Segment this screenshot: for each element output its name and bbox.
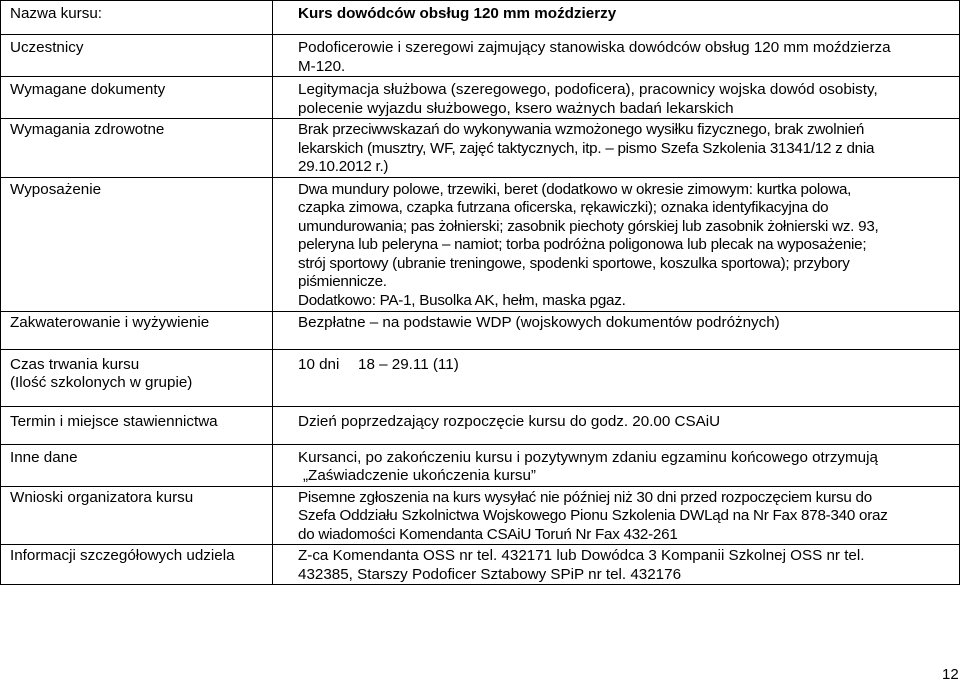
duration-days: 10 dni xyxy=(298,355,340,373)
table-row xyxy=(1,349,960,406)
table-row xyxy=(1,545,960,585)
documents-value xyxy=(273,77,960,119)
row-label-other xyxy=(1,444,273,486)
contact-value xyxy=(273,545,960,585)
value-line: lekarskich (musztry, WF, zajęć taktycznych, itp. – pismo Szefa Szkolenia 31341/12 z dnia xyxy=(298,139,875,157)
table-row xyxy=(1,1,960,35)
course-dates: 18 – 29.11 (11) xyxy=(358,355,459,373)
value-line: 432385, Starszy Podoficer Sztabowy SPiP nr tel. 432176 xyxy=(298,565,682,583)
table-row xyxy=(1,486,960,545)
value-line: Bezpłatne – na podstawie WDP (wojskowych dokumentów podróżnych) xyxy=(298,313,780,331)
duration-value xyxy=(273,349,960,406)
row-label-course-name xyxy=(1,1,273,35)
label-text: Zakwaterowanie i wyżywienie xyxy=(10,313,210,331)
row-label-health xyxy=(1,119,273,178)
accommodation-value xyxy=(273,311,960,349)
value-line: Pisemne zgłoszenia na kurs wysyłać nie później niż 30 dni przed rozpoczęciem kursu do xyxy=(298,488,872,506)
value-line: Z-ca Komendanta OSS nr tel. 432171 lub Dowódca 3 Kompanii Szkolnej OSS nr tel. xyxy=(298,547,865,564)
value-line: „Zaświadczenie ukończenia kursu” xyxy=(303,467,536,484)
participants-value xyxy=(273,35,960,77)
start-value xyxy=(273,406,960,444)
row-label-contact xyxy=(1,545,273,585)
course-name-value xyxy=(273,1,960,35)
applications-value xyxy=(273,486,960,545)
value-line: Brak przeciwwskazań do wykonywania wzmożonego wysiłku fizycznego, brak zwolnień xyxy=(298,121,865,138)
value-line: Kursanci, po zakończeniu kursu i pozytywnym zdaniu egzaminu końcowego otrzymują xyxy=(298,448,878,466)
label-text: Wyposażenie xyxy=(10,180,102,198)
table-row xyxy=(1,177,960,311)
row-label-participants xyxy=(1,35,273,77)
label-text: Wnioski organizatora kursu xyxy=(10,488,194,506)
table-row xyxy=(1,35,960,77)
table-row xyxy=(1,119,960,178)
value-line: M-120. xyxy=(298,57,346,75)
label-text: Informacji szczegółowych udziela xyxy=(10,547,235,564)
row-label-equipment xyxy=(1,177,273,311)
row-label-accommodation xyxy=(1,311,273,349)
row-label-documents xyxy=(1,77,273,119)
value-line: 29.10.2012 r.) xyxy=(298,158,389,175)
label-text: Wymagania zdrowotne xyxy=(10,121,165,138)
label-text: (Ilość szkolonych w grupie) xyxy=(10,374,193,391)
value-line: strój sportowy (ubranie treningowe, spodenki sportowe, koszulka sportowa); przybory xyxy=(298,254,850,272)
value-line: Kurs dowódców obsług 120 mm moździerzy xyxy=(298,5,617,22)
value-line: umundurowania; pas żołnierski; zasobnik piechoty górskiej lub zasobnik żołnierski wz. 93, xyxy=(298,217,879,235)
value-line: Podoficerowie i szeregowi zajmujący stanowiska dowódców obsług 120 mm moździerza xyxy=(298,39,891,56)
value-line: piśmiennicze. xyxy=(298,273,387,290)
health-value xyxy=(273,119,960,178)
value-line: Dwa mundury polowe, trzewiki, beret (dodatkowo w okresie zimowym: kurtka polowa, xyxy=(298,180,852,198)
value-line: do wiadomości Komendanta CSAiU Toruń Nr Fax 432-261 xyxy=(298,525,678,543)
row-label-applications xyxy=(1,486,273,545)
label-text: Inne dane xyxy=(10,448,78,466)
value-line: Legitymacja służbowa (szeregowego, podoficera), pracownicy wojska dowód osobisty, xyxy=(298,81,878,98)
label-text: Wymagane dokumenty xyxy=(10,81,166,98)
equipment-value xyxy=(273,177,960,311)
value-line: Szefa Oddziału Szkolnictwa Wojskowego Pionu Szkolenia DWLąd na Nr Fax 878-340 oraz xyxy=(298,507,888,524)
table-row xyxy=(1,406,960,444)
table-row xyxy=(1,77,960,119)
value-line: polecenie wyjazdu służbowego, ksero ważnych badań lekarskich xyxy=(298,99,734,117)
value-line: czapka zimowa, czapka futrzana oficerska, rękawiczki); oznaka identyfikacyjna do xyxy=(298,199,829,216)
label-text: Czas trwania kursu xyxy=(10,355,140,373)
label-text: Termin i miejsce stawiennictwa xyxy=(10,412,218,430)
label-text: Uczestnicy xyxy=(10,39,84,56)
row-label-start xyxy=(1,406,273,444)
value-line: peleryna lub peleryna – namiot; torba podróżna poligonowa lub plecak na wyposażenie; xyxy=(298,236,867,253)
page-number: 12 xyxy=(942,666,959,683)
value-line: Dzień poprzedzający rozpoczęcie kursu do godz. 20.00 CSAiU xyxy=(298,412,721,430)
table-row xyxy=(1,444,960,486)
value-line: Dodatkowo: PA-1, Busolka AK, hełm, maska pgaz. xyxy=(298,291,626,309)
table-row xyxy=(1,311,960,349)
label-text: Nazwa kursu: xyxy=(10,5,103,22)
row-label-duration xyxy=(1,349,273,406)
other-value xyxy=(273,444,960,486)
